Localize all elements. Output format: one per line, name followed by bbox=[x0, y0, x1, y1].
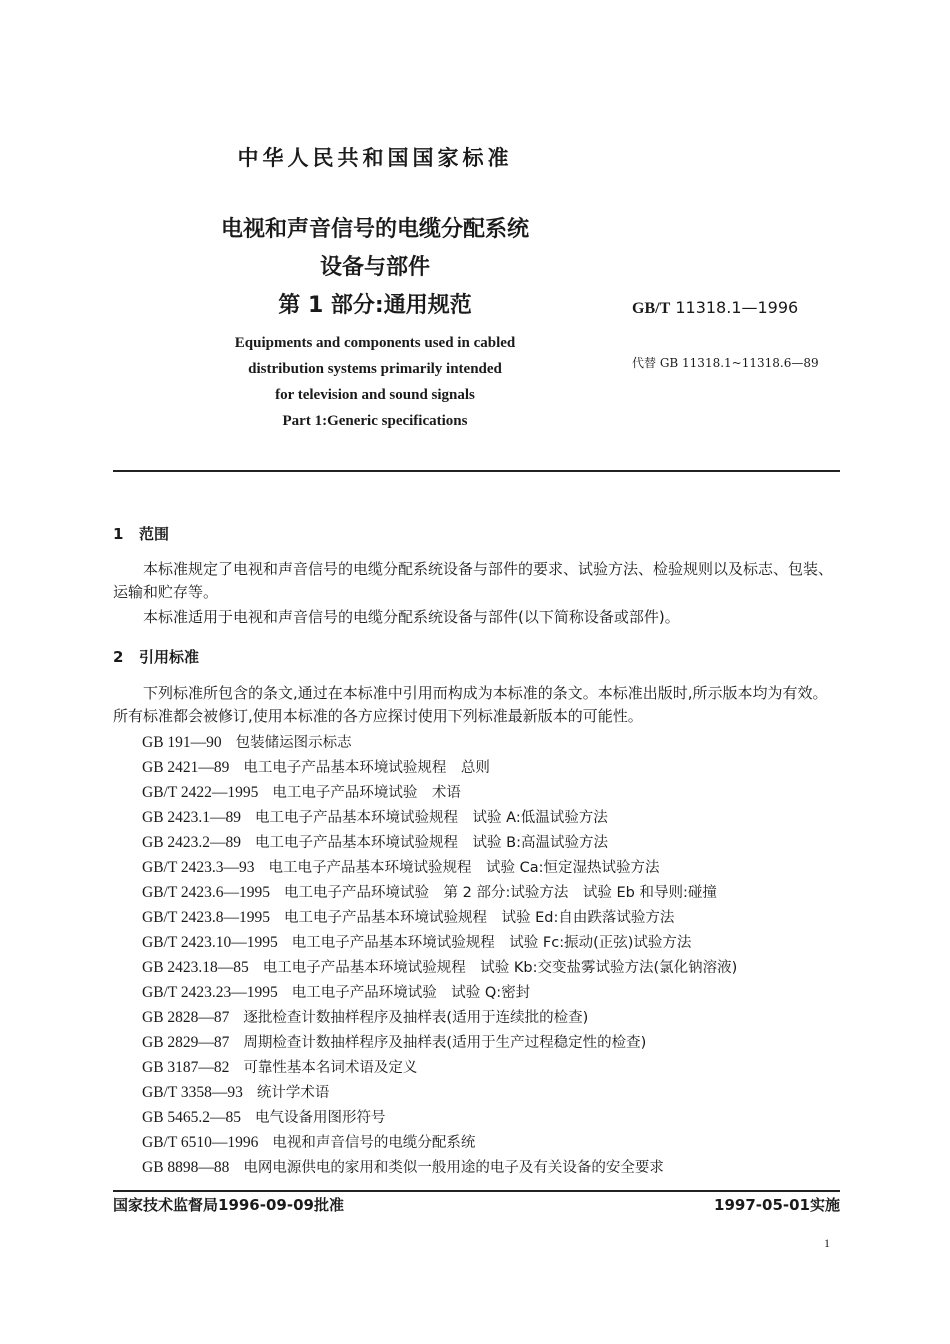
title-cn-line-3: 第 1 部分:通用规范 bbox=[278, 293, 472, 318]
reference-item: GB/T 2423.23—1995 电工电子产品环境试验 试验 Q:密封 bbox=[142, 984, 531, 1001]
section-number: 2 bbox=[113, 648, 124, 666]
reference-item: GB 5465.2—85 电气设备用图形符号 bbox=[142, 1109, 386, 1126]
section-heading-references bbox=[113, 646, 199, 667]
reference-item: GB/T 2422—1995 电工电子产品环境试验 术语 bbox=[142, 784, 461, 801]
references-intro-paragraph: 下列标准所包含的条文,通过在本标准中引用而构成为本标准的条文。本标准出版时,所示版本均为有效。所有标准都会被修订,使用本标准的各方应探讨使用下列标准最新版本的可能性。 bbox=[113, 684, 828, 725]
header-divider bbox=[113, 470, 840, 472]
title-en-line-3: for television and sound signals bbox=[275, 387, 475, 403]
reference-item: GB 2829—87 周期检查计数抽样程序及抽样表(适用于生产过程稳定性的检查) bbox=[142, 1034, 647, 1051]
scope-paragraph-1: 本标准规定了电视和声音信号的电缆分配系统设备与部件的要求、试验方法、检验规则以及标志、包装、运输和贮存等。 bbox=[113, 560, 834, 601]
page-number: 1 bbox=[824, 1236, 830, 1250]
section-number: 1 bbox=[113, 525, 124, 543]
reference-item: GB/T 6510—1996 电视和声音信号的电缆分配系统 bbox=[142, 1134, 476, 1151]
reference-item: GB 2423.18—85 电工电子产品基本环境试验规程 试验 Kb:交变盐雾试验方法(氯化钠溶液) bbox=[142, 959, 738, 976]
title-en-line-1: Equipments and components used in cabled bbox=[234, 335, 516, 351]
title-cn-line-2: 设备与部件 bbox=[319, 255, 430, 280]
reference-item: GB 2423.1—89 电工电子产品基本环境试验规程 试验 A:低温试验方法 bbox=[142, 809, 608, 826]
reference-item: GB/T 2423.6—1995 电工电子产品环境试验 第 2 部分:试验方法 试验 Eb 和导则:碰撞 bbox=[142, 884, 717, 901]
reference-item: GB 8898—88 电网电源供电的家用和类似一般用途的电子及有关设备的安全要求 bbox=[142, 1159, 664, 1176]
standard-prefix: GB/T bbox=[632, 300, 671, 317]
section-title: 引用标准 bbox=[139, 648, 200, 666]
approval-note: 国家技术监督局1996-09-09批准 bbox=[113, 1196, 344, 1214]
reference-item: GB 191—90 包装储运图示标志 bbox=[142, 734, 352, 751]
reference-item: GB/T 3358—93 统计学术语 bbox=[142, 1084, 330, 1101]
reference-item: GB 2421—89 电工电子产品基本环境试验规程 总则 bbox=[142, 759, 490, 776]
reference-item: GB 2828—87 逐批检查计数抽样程序及抽样表(适用于连续批的检查) bbox=[142, 1009, 589, 1026]
standard-number bbox=[632, 298, 798, 318]
title-en-line-4: Part 1:Generic specifications bbox=[282, 413, 468, 429]
standard-number-value: 11318.1—1996 bbox=[675, 298, 799, 317]
replaces-note: 代替 GB 11318.1~11318.6—89 bbox=[632, 356, 819, 370]
effective-date: 1997-05-01实施 bbox=[714, 1196, 840, 1214]
title-en-line-2: distribution systems primarily intended bbox=[248, 361, 502, 377]
reference-item: GB/T 2423.10—1995 电工电子产品基本环境试验规程 试验 Fc:振动(正弦)试验方法 bbox=[142, 934, 692, 951]
reference-item: GB 2423.2—89 电工电子产品基本环境试验规程 试验 B:高温试验方法 bbox=[142, 834, 608, 851]
reference-item: GB 3187—82 可靠性基本名词术语及定义 bbox=[142, 1059, 418, 1076]
scope-paragraph-2: 本标准适用于电视和声音信号的电缆分配系统设备与部件(以下简称设备或部件)。 bbox=[143, 608, 680, 626]
reference-item: GB/T 2423.8—1995 电工电子产品基本环境试验规程 试验 Ed:自由跌落试验方法 bbox=[142, 909, 675, 926]
section-title: 范围 bbox=[139, 525, 170, 543]
footer-divider bbox=[113, 1190, 840, 1192]
national-standard-heading: 中华人民共和国国家标准 bbox=[237, 146, 513, 170]
section-heading-scope bbox=[113, 523, 169, 544]
title-cn-line-1: 电视和声音信号的电缆分配系统 bbox=[220, 217, 529, 242]
reference-item: GB/T 2423.3—93 电工电子产品基本环境试验规程 试验 Ca:恒定湿热试验方法 bbox=[142, 859, 660, 876]
reference-list bbox=[142, 730, 737, 1180]
